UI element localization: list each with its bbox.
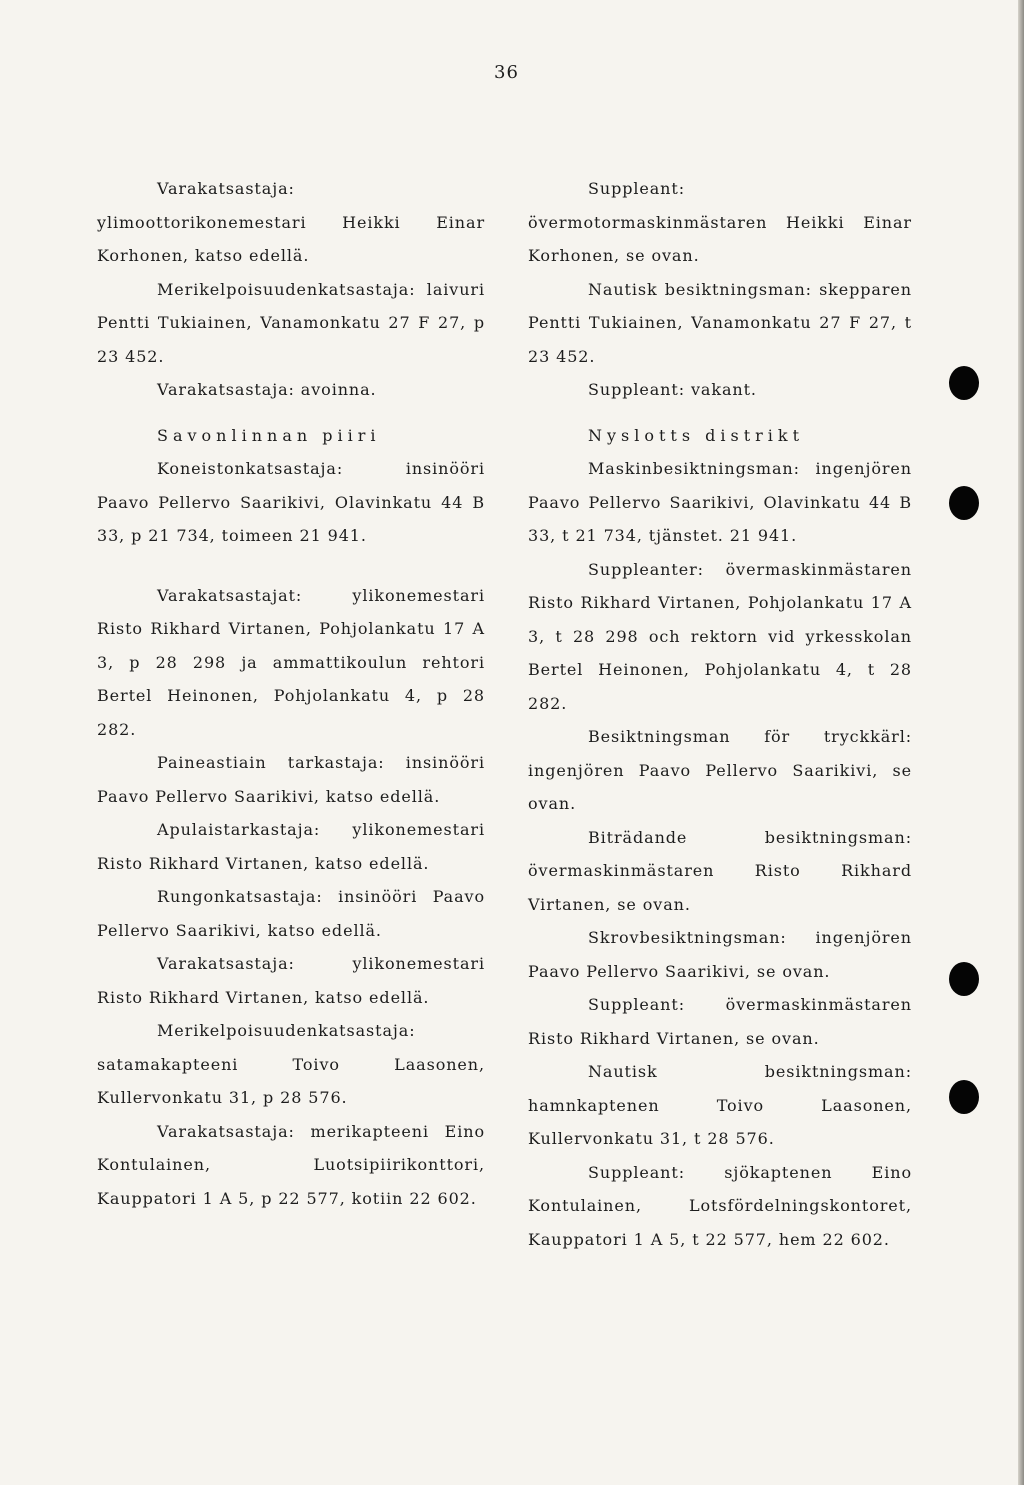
entry-paragraph: Merikelpoisuudenkatsastaja: laivuri Pentti Tukiainen, Vanamonkatu 27 F 27, p 23 452. [97, 279, 485, 366]
entry-paragraph: Nautisk besiktningsman: skepparen Pentti Tukiainen, Vanamonkatu 27 F 27, t 23 452. [528, 279, 912, 366]
entry-paragraph: Merikelpoisuudenkatsastaja: satamakapteeni Toivo Laasonen, Kullervonkatu 31, p 28 576. [97, 1021, 485, 1107]
page-edge-shadow [1018, 0, 1024, 1485]
entry-paragraph: Apulaistarkastaja: ylikonemestari Risto Rikhard Virtanen, katso edellä. [97, 820, 485, 873]
entry-paragraph: Besiktningsman för tryckkärl: ingenjören Paavo Pellervo Saarikivi, se ovan. [528, 727, 912, 813]
entry-paragraph: Varakatsastaja: avoinna. [157, 380, 377, 399]
entry-paragraph: Rungonkatsastaja: insinööri Paavo Pellervo Saarikivi, katso edellä. [97, 887, 485, 940]
page-number: 36 [494, 62, 519, 83]
entry-paragraph: Suppleant: övermaskinmästaren Risto Rikhard Virtanen, se ovan. [528, 995, 912, 1048]
entry-paragraph: Varakatsastaja: ylimoottorikonemestari Heikki Einar Korhonen, katso edellä. [97, 179, 485, 265]
entry-paragraph: Varakatsastajat: ylikonemestari Risto Rikhard Virtanen, Pohjolankatu 17 A 3, p 28 298 ja ammattikoulun rehtori Bertel Heinonen, Pohjolankatu 4, p 28 282. [97, 585, 485, 739]
entry-paragraph: Koneistonkatsastaja: insinööri Paavo Pellervo Saarikivi, Olavinkatu 44 B 33, p 21 734, toimeen 21 941. [97, 459, 485, 545]
entry-paragraph: Paineastiain tarkastaja: insinööri Paavo Pellervo Saarikivi, katso edellä. [97, 753, 485, 806]
finnish-column [97, 172, 485, 1215]
entry-paragraph: Varakatsastaja: merikapteeni Eino Kontulainen, Luotsipiirikonttori, Kauppatori 1 A 5, p 22 577, kotiin 22 602. [97, 1121, 485, 1208]
punch-hole-icon [949, 1080, 979, 1114]
punch-hole-icon [949, 486, 979, 520]
entry-paragraph: Suppleanter: övermaskinmästaren Risto Rikhard Virtanen, Pohjolankatu 17 A 3, t 28 298 och rektorn vid yrkesskolan Bertel Heinonen, Pohjolankatu 4, t 28 282. [528, 559, 912, 713]
swedish-column [528, 172, 912, 1256]
entry-paragraph: Suppleant: vakant. [588, 380, 757, 399]
entry-paragraph: Suppleant: sjökaptenen Eino Kontulainen, Lotsfördelningskontoret, Kauppatori 1 A 5, t 22 577, hem 22 602. [528, 1162, 912, 1249]
entry-paragraph: Biträdande besiktningsman: övermaskinmästaren Risto Rikhard Virtanen, se ovan. [528, 827, 912, 914]
entry-paragraph: Varakatsastaja: ylikonemestari Risto Rikhard Virtanen, katso edellä. [97, 954, 485, 1007]
punch-hole-icon [949, 366, 979, 400]
district-heading: Nyslotts distrikt [588, 425, 805, 445]
entry-paragraph: Skrovbesiktningsman: ingenjören Paavo Pellervo Saarikivi, se ovan. [528, 928, 912, 981]
district-heading: Savonlinnan piiri [157, 425, 381, 445]
entry-paragraph: Nautisk besiktningsman: hamnkaptenen Toivo Laasonen, Kullervonkatu 31, t 28 576. [528, 1062, 912, 1148]
punch-hole-icon [949, 962, 979, 996]
entry-paragraph: Suppleant: övermotormaskinmästaren Heikki Einar Korhonen, se ovan. [528, 179, 912, 265]
entry-paragraph: Maskinbesiktningsman: ingenjören Paavo Pellervo Saarikivi, Olavinkatu 44 B 33, t 21 734, tjänstet. 21 941. [528, 459, 912, 545]
